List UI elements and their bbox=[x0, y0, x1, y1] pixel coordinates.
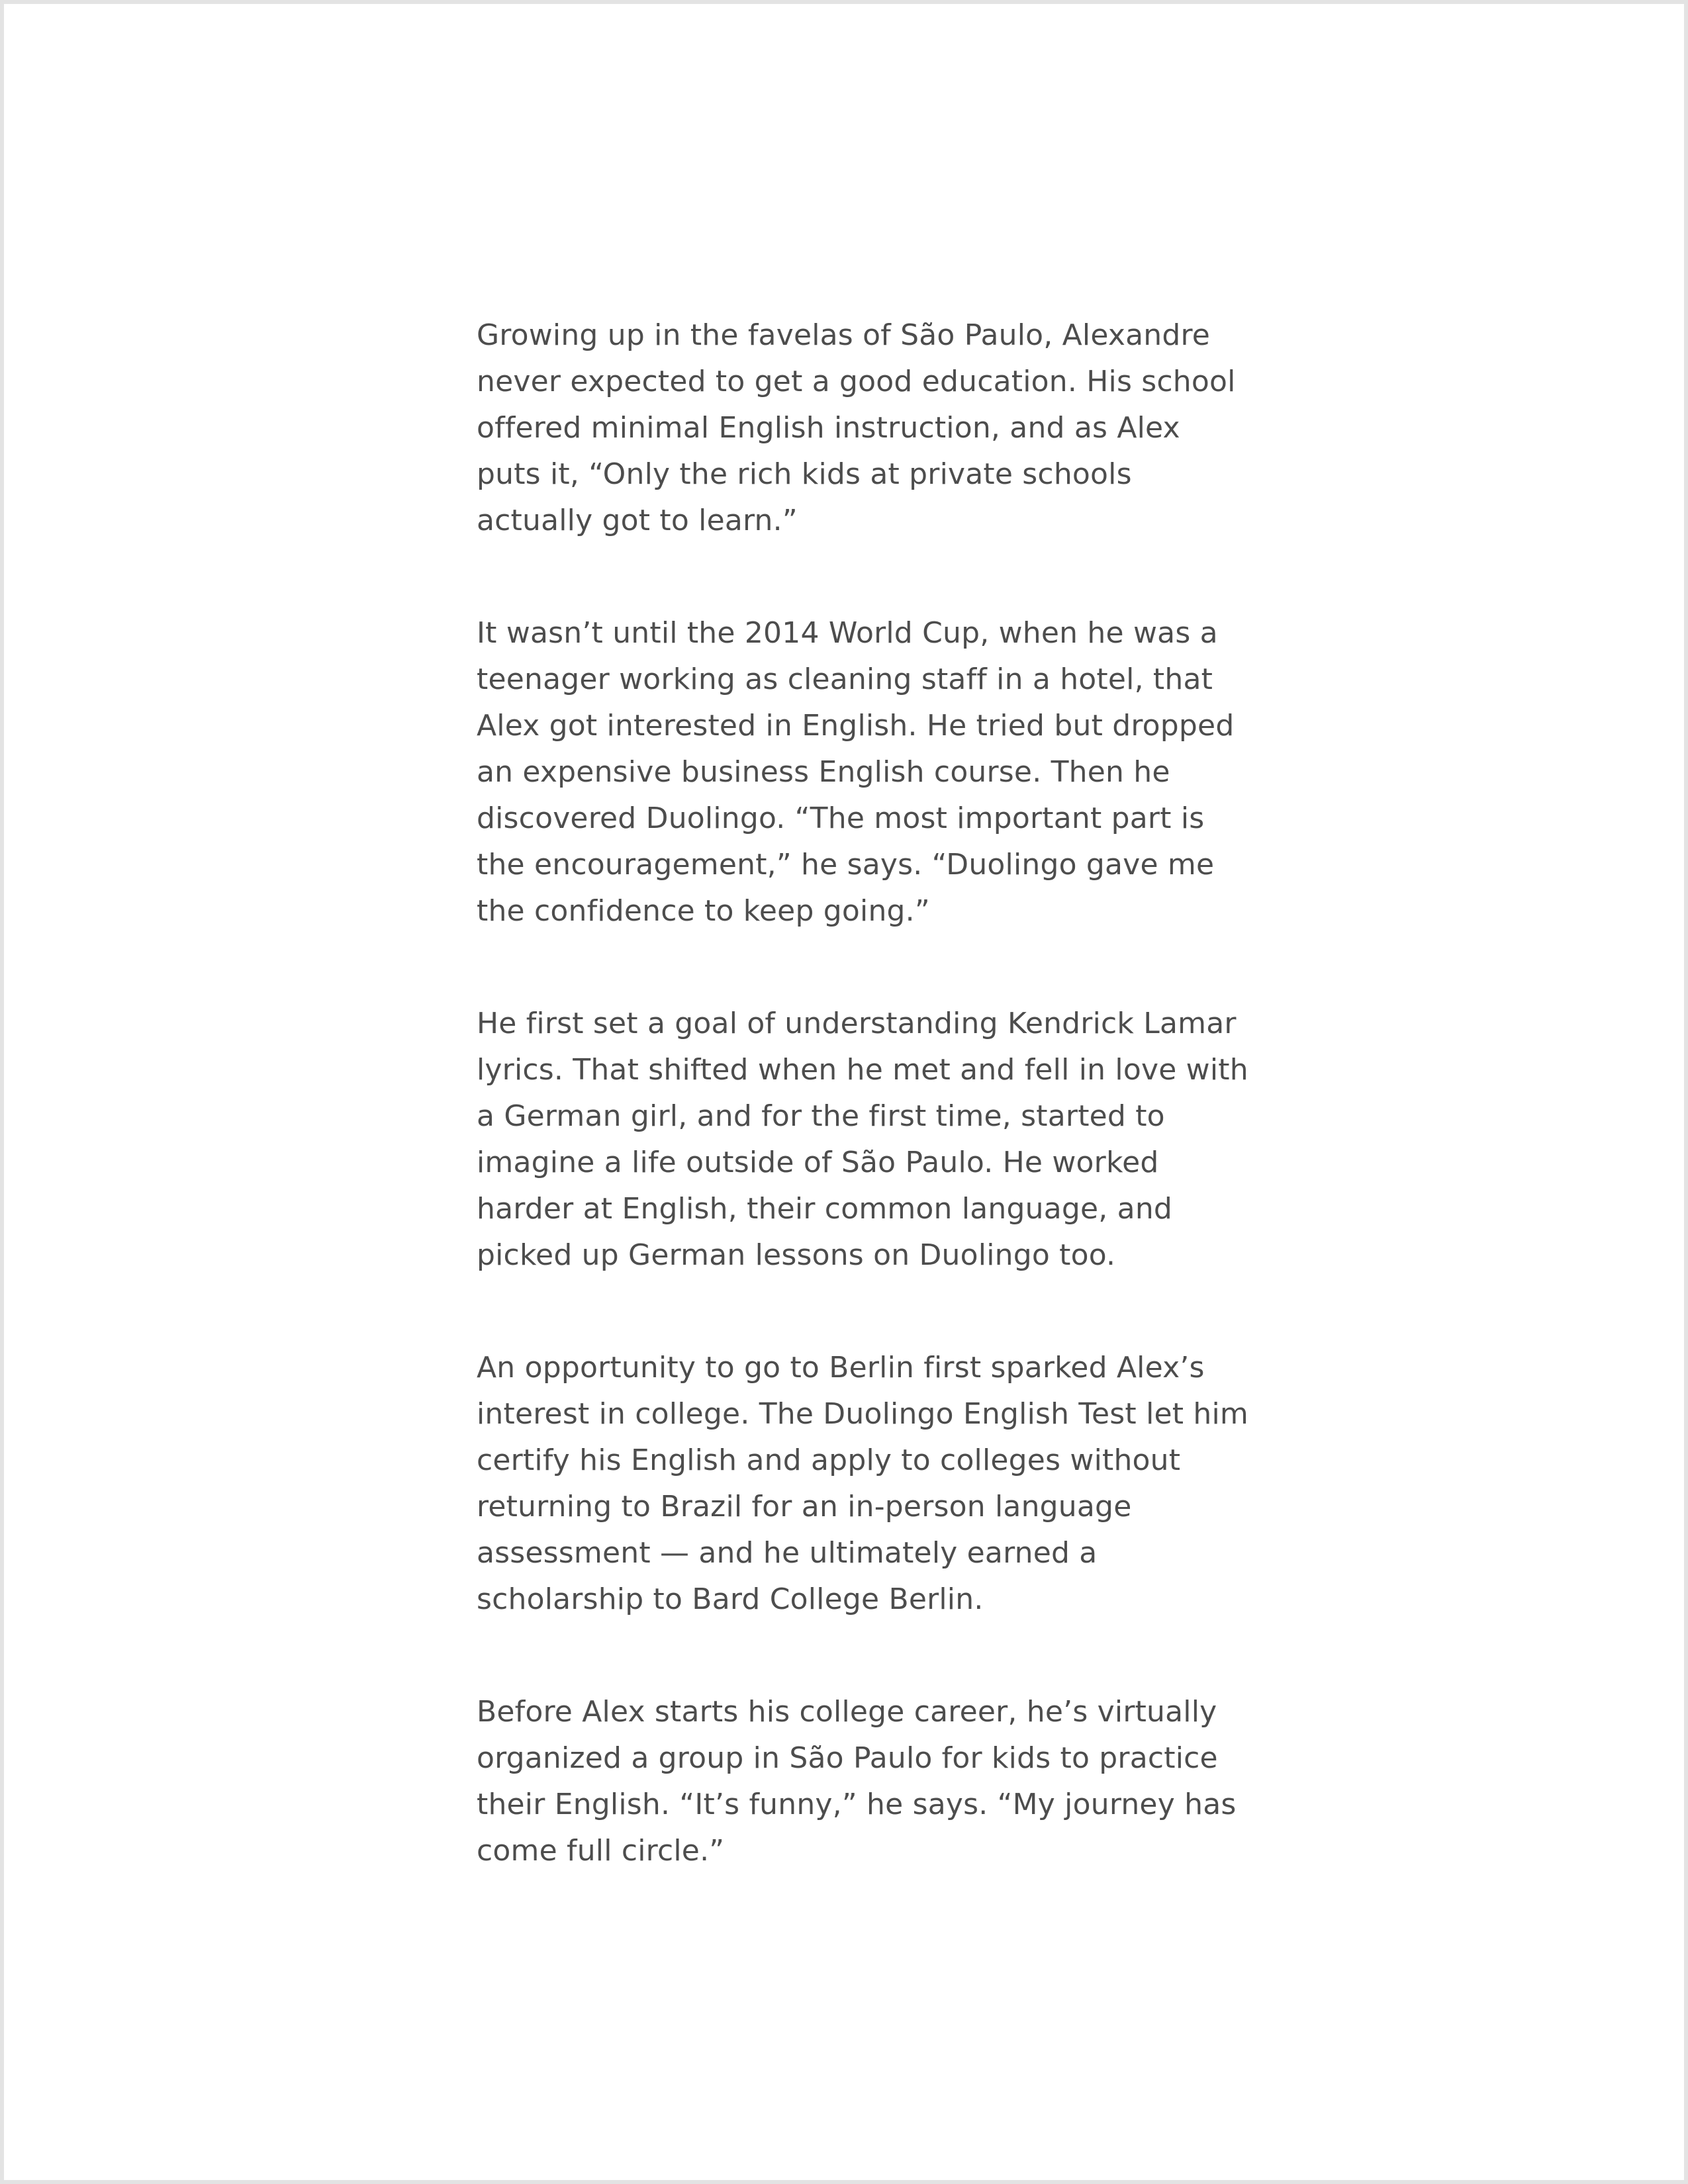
text-line: the confidence to keep going.” bbox=[477, 894, 930, 928]
text-line: their English. “It’s funny,” he says. “My journey has bbox=[477, 1788, 1237, 1821]
text-line: An opportunity to go to Berlin first sparked Alex’s bbox=[477, 1351, 1205, 1385]
paragraph-1 bbox=[477, 312, 1238, 544]
text-line: returning to Brazil for an in-person language bbox=[477, 1490, 1132, 1524]
text-line: picked up German lessons on Duolingo too. bbox=[477, 1238, 1116, 1272]
text-line: Before Alex starts his college career, he’s virtually bbox=[477, 1695, 1217, 1729]
text-line: harder at English, their common language, and bbox=[477, 1192, 1173, 1226]
text-line: lyrics. That shifted when he met and fell in love with bbox=[477, 1053, 1248, 1087]
text-line: puts it, “Only the rich kids at private schools bbox=[477, 457, 1132, 491]
text-line: offered minimal English instruction, and as Alex bbox=[477, 411, 1180, 445]
paragraph-5 bbox=[477, 1689, 1238, 1874]
text-line: It wasn’t until the 2014 World Cup, when he was a bbox=[477, 616, 1218, 650]
text-line: Alex got interested in English. He tried but dropped bbox=[477, 709, 1235, 743]
text-line: scholarship to Bard College Berlin. bbox=[477, 1582, 984, 1616]
paragraph-2 bbox=[477, 610, 1238, 934]
text-line: never expected to get a good education. His school bbox=[477, 365, 1236, 398]
article-body bbox=[477, 312, 1248, 1940]
paragraph-3 bbox=[477, 1001, 1248, 1279]
paragraph-4 bbox=[477, 1345, 1248, 1623]
text-line: the encouragement,” he says. “Duolingo gave me bbox=[477, 848, 1215, 882]
text-line: imagine a life outside of São Paulo. He worked bbox=[477, 1146, 1159, 1179]
text-line: actually got to learn.” bbox=[477, 504, 798, 537]
text-line: Growing up in the favelas of São Paulo, Alexandre bbox=[477, 318, 1211, 352]
text-line: organized a group in São Paulo for kids to practice bbox=[477, 1741, 1218, 1775]
text-line: teenager working as cleaning staff in a hotel, that bbox=[477, 662, 1213, 696]
text-line: certify his English and apply to colleges without bbox=[477, 1443, 1181, 1477]
text-line: interest in college. The Duolingo English Test let him bbox=[477, 1397, 1248, 1431]
text-line: an expensive business English course. Then he bbox=[477, 755, 1170, 789]
text-line: come full circle.” bbox=[477, 1834, 725, 1868]
text-line: assessment — and he ultimately earned a bbox=[477, 1536, 1098, 1570]
text-line: a German girl, and for the first time, started to bbox=[477, 1099, 1165, 1133]
text-line: He first set a goal of understanding Kendrick Lamar bbox=[477, 1007, 1237, 1040]
text-line: discovered Duolingo. “The most important part is bbox=[477, 801, 1205, 835]
